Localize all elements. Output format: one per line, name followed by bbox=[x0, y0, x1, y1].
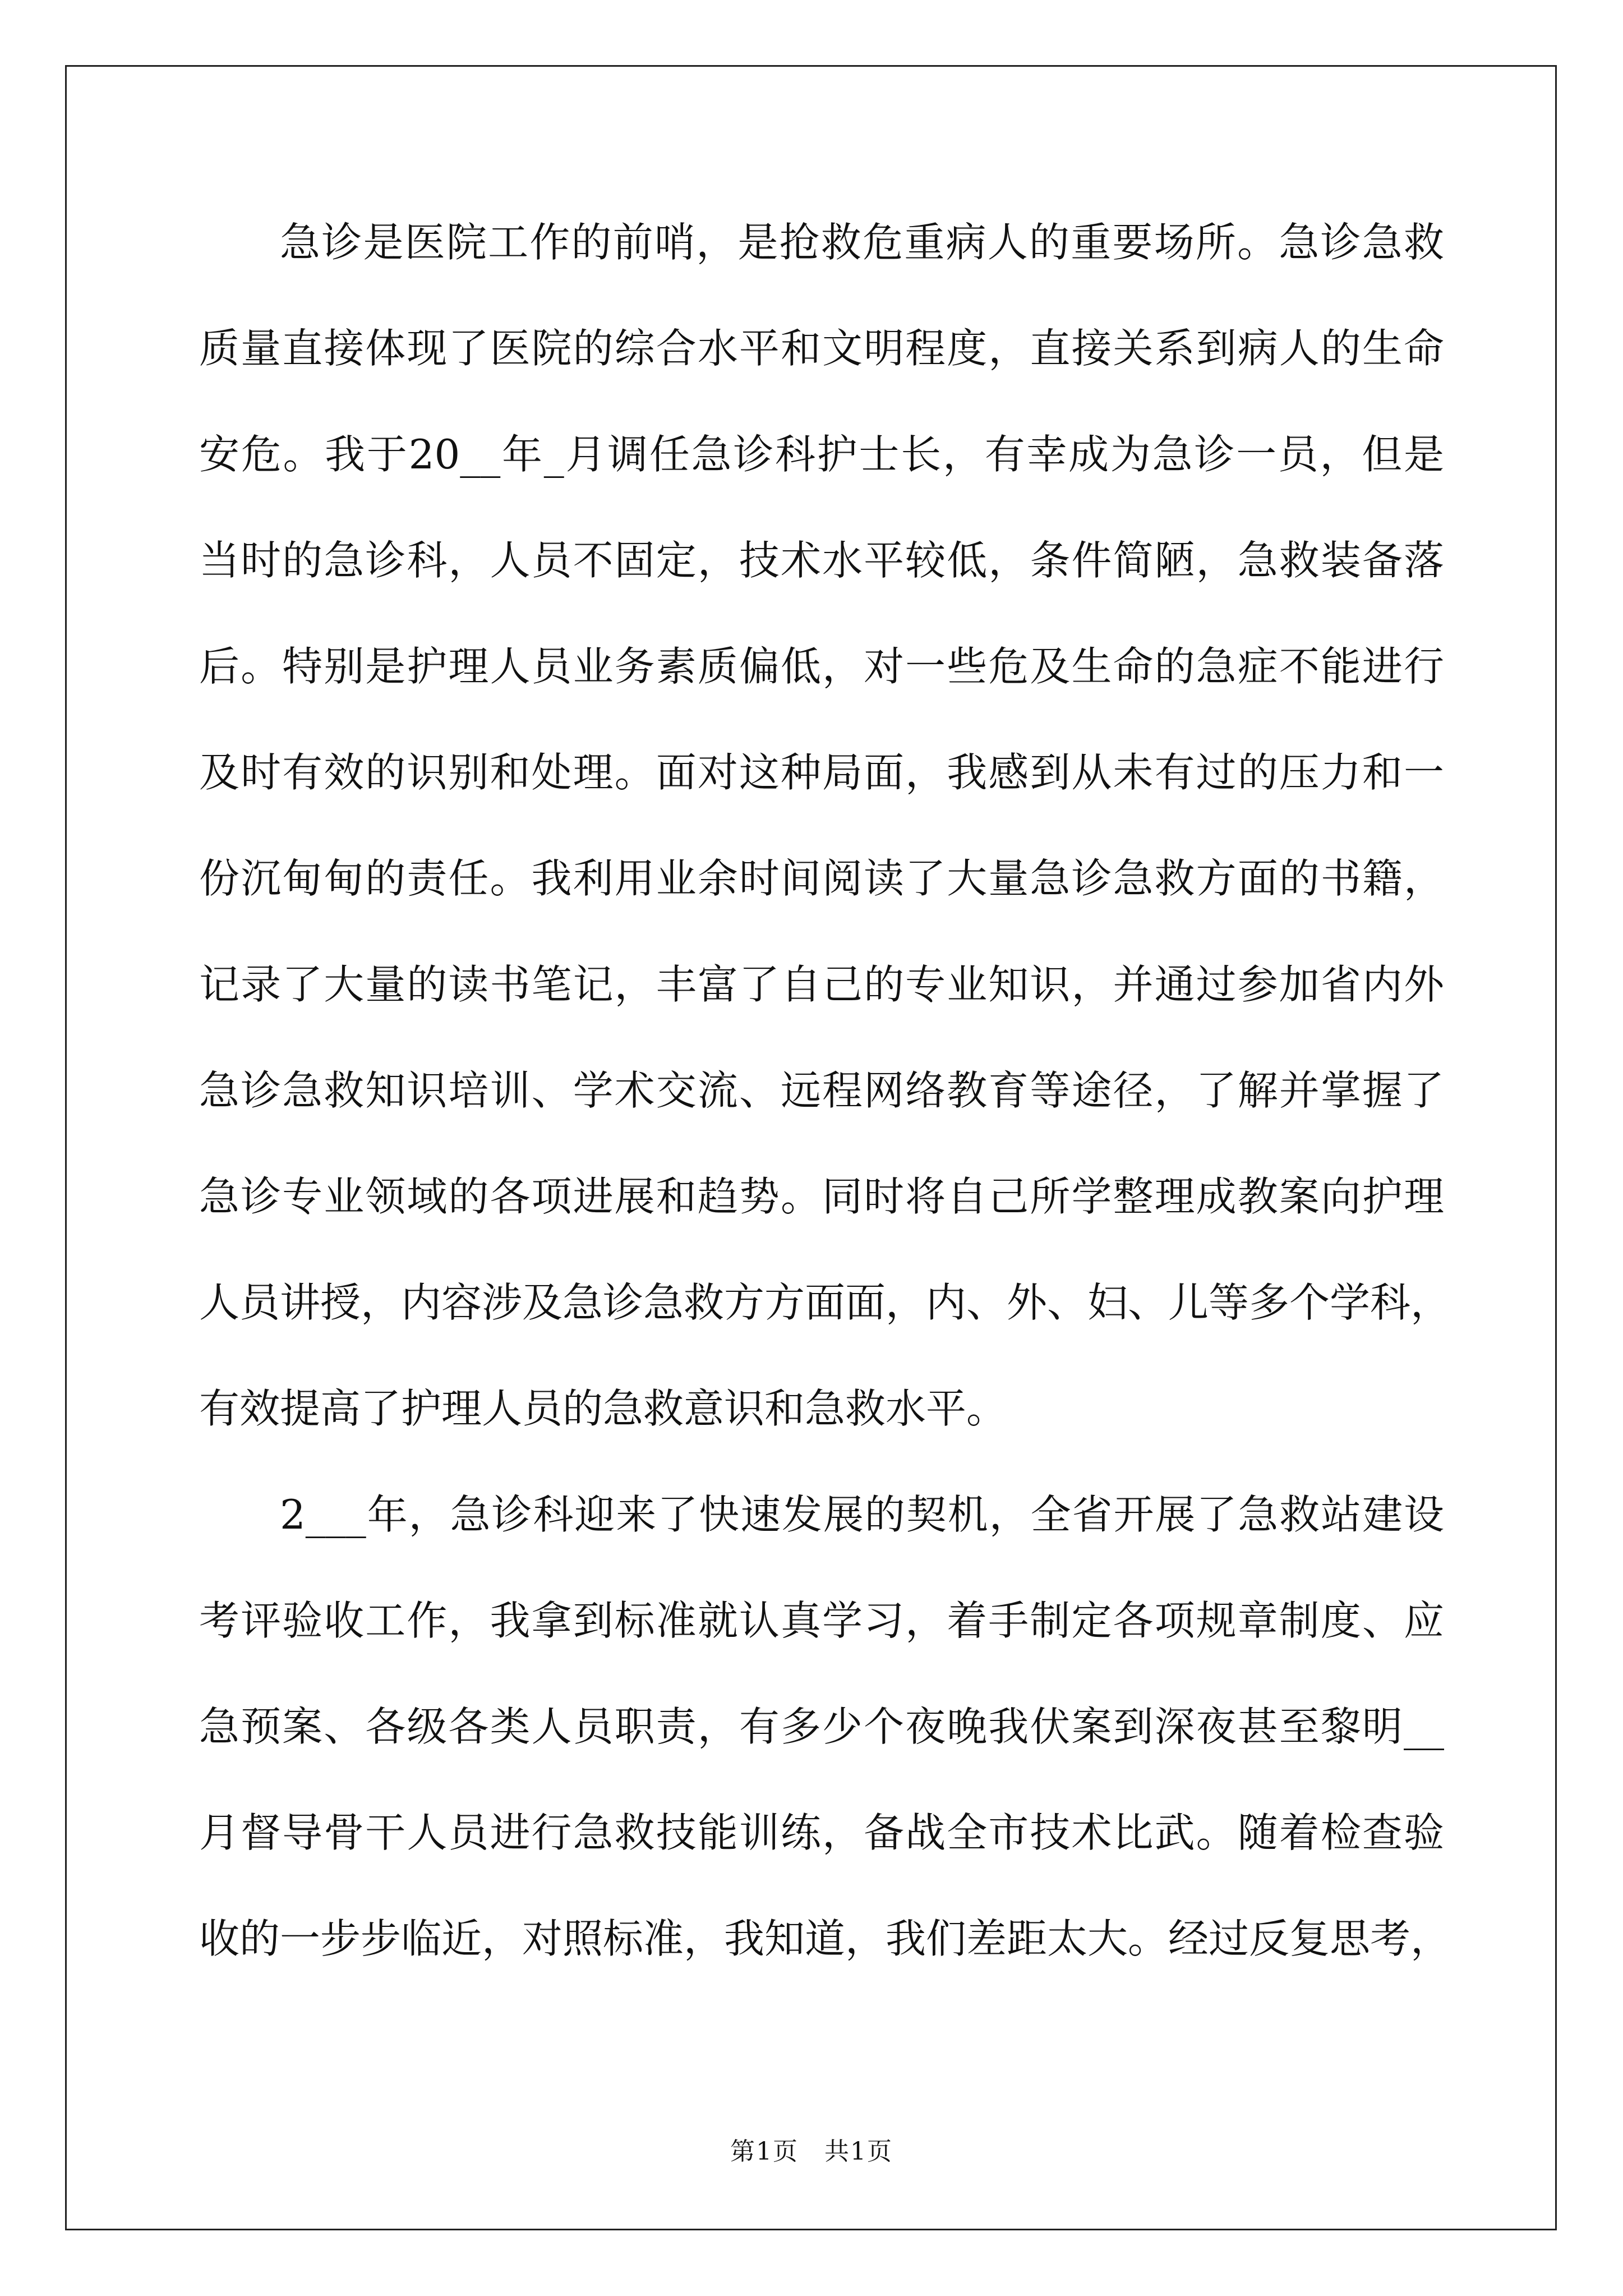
page-number-footer: 第1页 共1页 bbox=[730, 2137, 893, 2166]
paragraph-line: 后。特别是护理人员业务素质偏低，对一些危及生命的急症不能进行 bbox=[199, 643, 1444, 690]
paragraph-line: 2___年，急诊科迎来了快速发展的契机，全省开展了急救站建设 bbox=[280, 1491, 1444, 1538]
paragraph-line: 份沉甸甸的责任。我利用业余时间阅读了大量急诊急救方面的书籍， bbox=[199, 855, 1444, 902]
paragraph-line: 人员讲授，内容涉及急诊急救方方面面，内、外、妇、儿等多个学科， bbox=[199, 1279, 1451, 1326]
paragraph-line: 收的一步步临近，对照标准，我知道，我们差距太大。经过反复思考， bbox=[199, 1915, 1451, 1962]
paragraph-line: 质量直接体现了医院的综合水平和文明程度，直接关系到病人的生命 bbox=[199, 325, 1444, 372]
paragraph-line: 及时有效的识别和处理。面对这种局面，我感到从未有过的压力和一 bbox=[199, 749, 1444, 796]
paragraph-line: 急预案、各级各类人员职责，有多少个夜晚我伏案到深夜甚至黎明__ bbox=[199, 1703, 1444, 1750]
paragraph-line: 当时的急诊科，人员不固定，技术水平较低，条件简陋，急救装备落 bbox=[199, 537, 1444, 584]
paragraph-line: 记录了大量的读书笔记，丰富了自己的专业知识，并通过参加省内外 bbox=[199, 961, 1444, 1008]
paragraph-line: 安危。我于20__年_月调任急诊科护士长，有幸成为急诊一员，但是 bbox=[199, 431, 1444, 478]
paragraph-line: 考评验收工作，我拿到标准就认真学习，着手制定各项规章制度、应 bbox=[199, 1597, 1444, 1644]
paragraph-line: 急诊是医院工作的前哨，是抢救危重病人的重要场所。急诊急救 bbox=[280, 219, 1444, 266]
paragraph-line: 急诊急救知识培训、学术交流、远程网络教育等途径，了解并掌握了 bbox=[199, 1067, 1444, 1114]
paragraph-line: 月督导骨干人员进行急救技能训练，备战全市技术比武。随着检查验 bbox=[199, 1809, 1444, 1856]
paragraph-line: 有效提高了护理人员的急救意识和急救水平。 bbox=[199, 1385, 1007, 1432]
paragraph-line: 急诊专业领域的各项进展和趋势。同时将自己所学整理成教案向护理 bbox=[199, 1173, 1444, 1220]
document-body bbox=[199, 215, 1451, 2018]
